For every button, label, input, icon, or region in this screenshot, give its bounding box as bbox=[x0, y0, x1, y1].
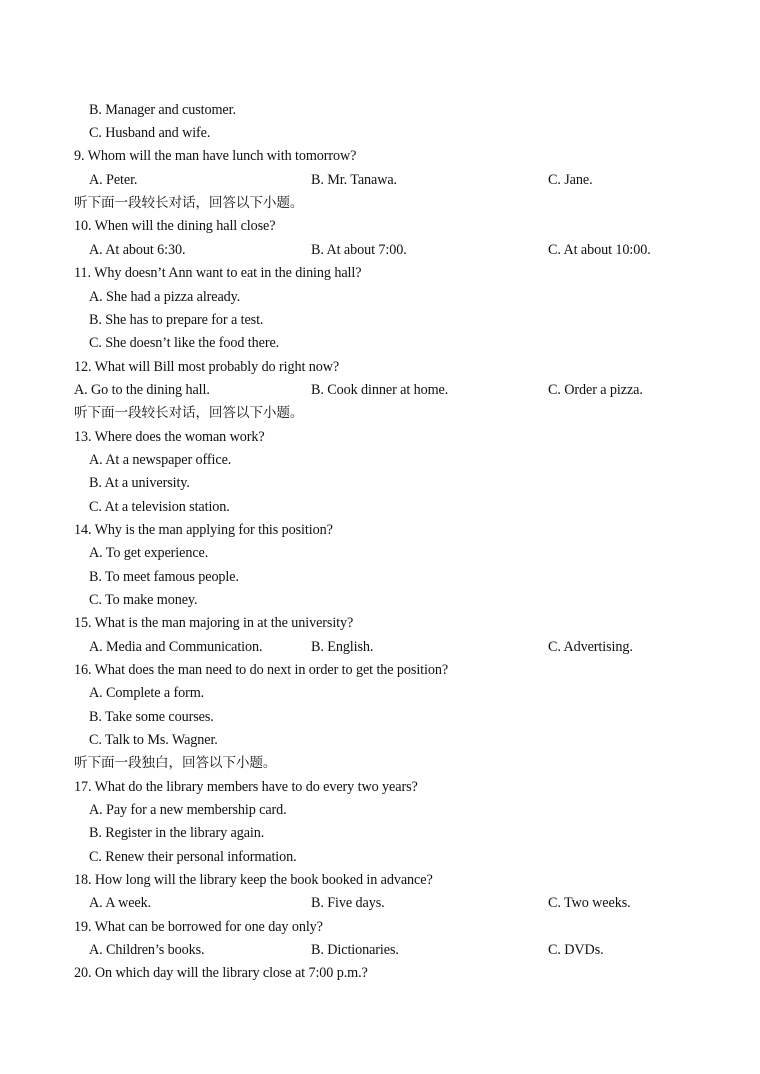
answer-option: C. Order a pizza. bbox=[548, 382, 643, 398]
question-stem: 12. What will Bill most probably do right now? bbox=[74, 359, 340, 375]
question-stem: 14. Why is the man applying for this position? bbox=[74, 522, 333, 538]
section-instruction: 听下面一段较长对话，回答以下小题。 bbox=[74, 195, 304, 211]
section-instruction: 听下面一段较长对话，回答以下小题。 bbox=[74, 405, 304, 421]
answer-option: A. She had a pizza already. bbox=[89, 289, 241, 305]
answer-option: C. DVDs. bbox=[548, 942, 604, 958]
answer-option: B. At about 7:00. bbox=[311, 242, 407, 258]
question-stem: 13. Where does the woman work? bbox=[74, 429, 265, 445]
question-stem: 10. When will the dining hall close? bbox=[74, 218, 276, 234]
answer-option: B. Take some courses. bbox=[89, 709, 214, 725]
answer-option: A. To get experience. bbox=[89, 545, 209, 561]
question-stem: 17. What do the library members have to do every two years? bbox=[74, 779, 418, 795]
answer-option: B. Five days. bbox=[311, 895, 385, 911]
answer-option: C. Talk to Ms. Wagner. bbox=[89, 732, 218, 748]
answer-option: B. Mr. Tanawa. bbox=[311, 172, 398, 188]
section-instruction: 听下面一段独白，回答以下小题。 bbox=[74, 755, 277, 771]
answer-option: C. Two weeks. bbox=[548, 895, 631, 911]
question-stem: 9. Whom will the man have lunch with tomorrow? bbox=[74, 148, 357, 164]
answer-option: B. English. bbox=[311, 639, 374, 655]
answer-option: C. Husband and wife. bbox=[89, 125, 211, 141]
answer-option: C. To make money. bbox=[89, 592, 198, 608]
answer-option: A. Pay for a new membership card. bbox=[89, 802, 287, 818]
answer-option: B. Cook dinner at home. bbox=[311, 382, 449, 398]
answer-option: C. Renew their personal information. bbox=[89, 849, 297, 865]
answer-option: A. Go to the dining hall. bbox=[74, 382, 210, 398]
answer-option: A. Children’s books. bbox=[89, 942, 205, 958]
answer-option: B. Dictionaries. bbox=[311, 942, 399, 958]
answer-option: C. Advertising. bbox=[548, 639, 633, 655]
answer-option: A. At a newspaper office. bbox=[89, 452, 232, 468]
question-stem: 20. On which day will the library close at 7:00 p.m.? bbox=[74, 965, 368, 981]
question-stem: 18. How long will the library keep the book booked in advance? bbox=[74, 872, 433, 888]
answer-option: C. Jane. bbox=[548, 172, 593, 188]
answer-option: B. To meet famous people. bbox=[89, 569, 239, 585]
answer-option: C. At about 10:00. bbox=[548, 242, 651, 258]
question-stem: 15. What is the man majoring in at the university? bbox=[74, 615, 354, 631]
answer-option: A. Peter. bbox=[89, 172, 138, 188]
answer-option: C. At a television station. bbox=[89, 499, 230, 515]
answer-option: B. At a university. bbox=[89, 475, 190, 491]
answer-option: B. She has to prepare for a test. bbox=[89, 312, 264, 328]
answer-option: B. Manager and customer. bbox=[89, 102, 236, 118]
question-stem: 19. What can be borrowed for one day only? bbox=[74, 919, 323, 935]
answer-option: A. A week. bbox=[89, 895, 152, 911]
answer-option: B. Register in the library again. bbox=[89, 825, 265, 841]
answer-option: A. Media and Communication. bbox=[89, 639, 263, 655]
answer-option: A. At about 6:30. bbox=[89, 242, 186, 258]
question-stem: 16. What does the man need to do next in order to get the position? bbox=[74, 662, 449, 678]
answer-option: A. Complete a form. bbox=[89, 685, 205, 701]
answer-option: C. She doesn’t like the food there. bbox=[89, 335, 280, 351]
question-stem: 11. Why doesn’t Ann want to eat in the dining hall? bbox=[74, 265, 362, 281]
